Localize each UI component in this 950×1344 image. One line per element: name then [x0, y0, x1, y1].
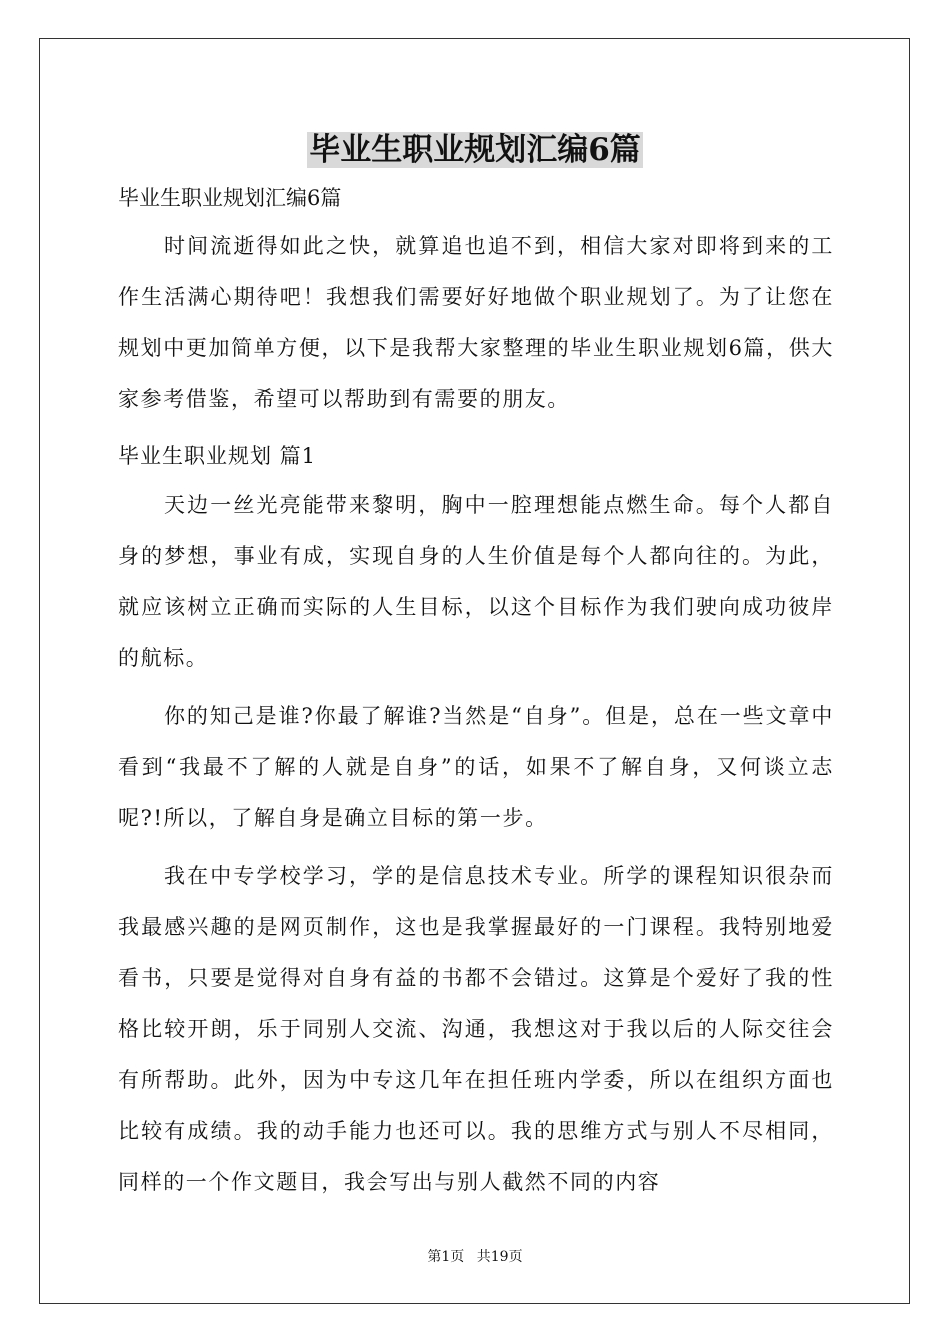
page-total: 共19页 — [476, 1249, 523, 1265]
intro-paragraph: 时间流逝得如此之快，就算追也追不到，相信大家对即将到来的工作生活满心期待吧！我想我们需要好好地做个职业规划了。为了让您在规划中更加简单方便，以下是我帮大家整理的毕业生职业规划6篇，供大家参考借鉴，希望可以帮助到有需要的朋友。 — [118, 234, 834, 411]
document-body — [118, 176, 834, 1215]
body-paragraph-1: 天边一丝光亮能带来黎明，胸中一腔理想能点燃生命。每个人都自身的梦想，事业有成，实现自身的人生价值是每个人都向往的。为此，就应该树立正确而实际的人生目标，以这个目标作为我们驶向成功彼岸的航标。 — [118, 493, 834, 670]
document-subtitle: 毕业生职业规划汇编6篇 — [118, 186, 342, 210]
document-title-text: 毕业生职业规划汇编6篇 — [309, 132, 641, 168]
page-footer — [0, 1247, 950, 1267]
body-paragraph-2: 你的知己是谁?你最了解谁?当然是“自身”。但是，总在一些文章中看到“我最不了解的人就是自身”的话，如果不了解自身，又何谈立志呢?!所以，了解自身是确立目标的第一步。 — [118, 704, 834, 830]
section-heading: 毕业生职业规划 篇1 — [118, 444, 317, 468]
document-title — [0, 128, 950, 172]
page-number: 第1页 — [427, 1249, 465, 1265]
body-paragraph-3: 我在中专学校学习，学的是信息技术专业。所学的课程知识很杂而我最感兴趣的是网页制作，这也是我掌握最好的一门课程。我特别地爱看书，只要是觉得对自身有益的书都不会错过。这算是个爱好了我的性格比较开朗，乐于同别人交流、沟通，我想这对于我以后的人际交往会有所帮助。此外，因为中专这几年在担任班内学委，所以在组织方面也比较有成绩。我的动手能力也还可以。我的思维方式与别人不尽相同，同样的一个作文题目，我会写出与别人截然不同的内容 — [118, 864, 834, 1194]
